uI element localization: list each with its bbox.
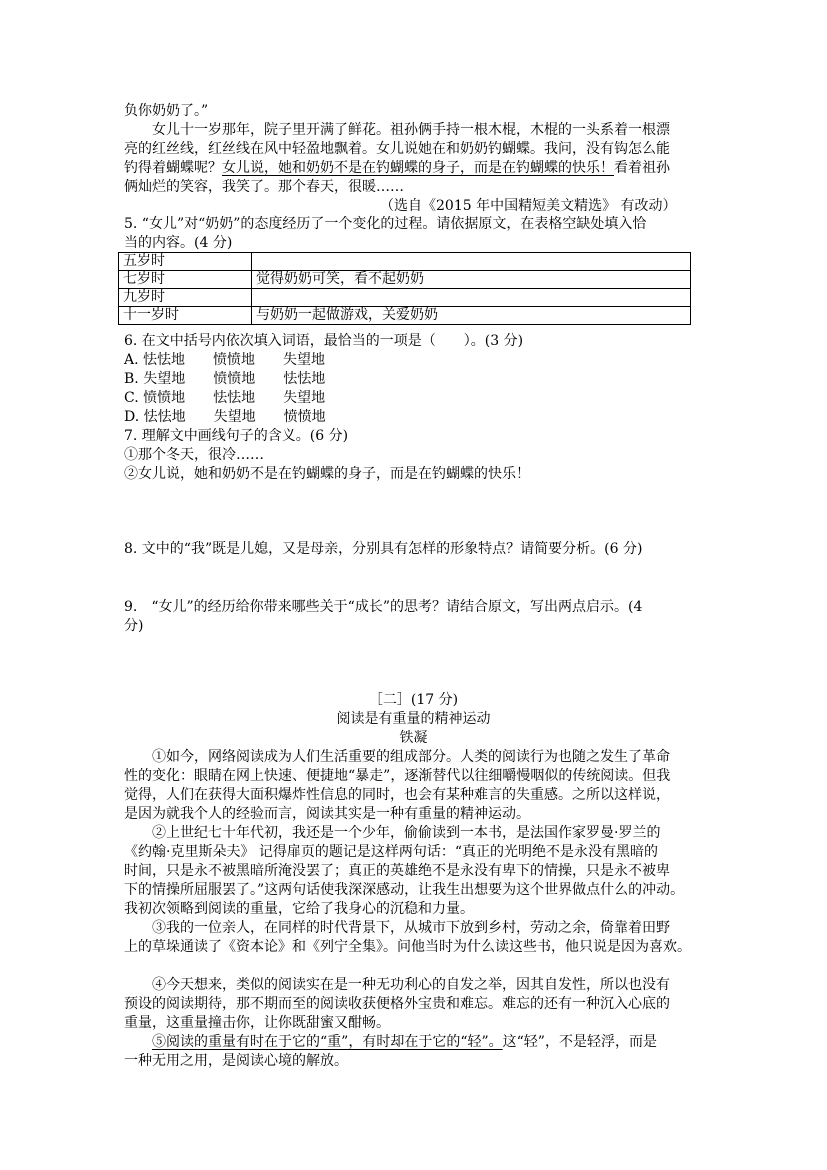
article-line: ⑤阅读的重量有时在于它的“重”，有时却在于它的“轻”。这“轻”，不是轻浮，而是 [152,1034,657,1050]
passage-line: 负你奶奶了。” [124,103,209,119]
table-row [119,307,691,325]
question-9-stem: 9. “女儿”的经历给你带来哪些关于“成长”的思考？请结合原文，写出两点启示。(4 [124,599,643,615]
article-line: ④今天想来，类似的阅读实在是一种无功利心的自发之举，因其自发性，所以也没有 [152,977,670,993]
option-b: B. 失望地 愤愤地 怯怯地 [124,371,326,387]
article-line: ①如今，网络阅读成为人们生活重要的组成部分。人类的阅读行为也随之发生了革命 [152,749,670,765]
article-line: 觉得，人们在获得大面积爆炸性信息的同时，也会有某种难言的失重感。之所以这样说， [124,787,670,803]
question-7-stem: 7. 理解文中画线句子的含义。(6 分) [124,428,349,444]
option-c: C. 愤愤地 怯怯地 失望地 [124,390,326,406]
article-line: 重量，这重量撞击你，让你既甜蜜又酣畅。 [124,1015,390,1031]
article-author: 铁凝 [399,730,428,746]
article-line: 性的变化：眼睛在网上快速、便捷地“暴走”，逐渐替代以往细嚼慢咽似的传统阅读。但我 [124,768,671,784]
table-cell-age: 九岁时 [119,289,252,307]
article-line: 上的草垛通读了《资本论》和《列宁全集》。问他当时为什么读这些书，他只说是因为喜欢。 [124,939,691,955]
question-5-stem: 5. “女儿”对“奶奶”的态度经历了一个变化的过程。请依据原文，在表格空缺处填入恰 [124,216,647,232]
table-cell-attitude: 与奶奶一起做游戏，关爱奶奶 [252,307,691,325]
passage-line: 俩灿烂的笑容，我笑了。那个春天，很暖…… [124,179,404,195]
underlined-sentence: ⑤阅读的重量有时在于它的“重”，有时却在于它的“轻”。 [152,1034,503,1050]
article-line: 下的情操所屈服罢了。”这两句话使我深深感动，让我生出想要为这个世界做点什么的冲动。 [124,882,685,898]
table-cell-age: 五岁时 [119,253,252,271]
article-line: 时间，只是永不被黑暗所淹没罢了；真正的英雄绝不是永没有卑下的情操，只是永不被卑 [124,863,670,879]
table-cell-age: 七岁时 [119,271,252,289]
question-6-stem: 6. 在文中括号内依次填入词语，最恰当的一项是（ ）。(3 分) [124,333,524,349]
option-a: A. 怯怯地 愤愤地 失望地 [124,352,326,368]
question-5-stem: 当的内容。(4 分) [124,235,233,251]
article-line: ②上世纪七十年代初，我还是一个少年，偷偷读到一本书，是法国作家罗曼·罗兰的 [152,825,661,841]
section-heading: ［二］(17 分) [368,692,459,708]
article-line: ③我的一位亲人，在同样的时代背景下，从城市下放到乡村，劳动之余，倚靠着田野 [152,920,670,936]
article-line: 是因为就我个人的经验而言，阅读其实是一种有重量的精神运动。 [124,806,530,822]
passage-line: 女儿十一岁那年，院子里开满了鲜花。祖孙俩手持一根木棍，木棍的一头系着一根漂 [152,122,670,138]
table-cell-blank[interactable] [252,253,691,271]
question-9-stem: 分) [124,618,144,634]
source-citation: （选自《2015 年中国精短美文精选》 有改动） [380,198,677,214]
table-row [119,271,691,289]
underlined-sentence: 女儿说，她和奶奶不是在钓蝴蝶的身子，而是在钓蝴蝶的快乐！ [222,160,614,176]
table-cell-attitude: 觉得奶奶可笑，看不起奶奶 [252,271,691,289]
article-line: 我初次领略到阅读的重量，它给了我身心的沉稳和力量。 [124,901,474,917]
option-d: D. 怯怯地 失望地 愤愤地 [124,409,326,425]
question-8-stem: 8. 文中的“我”既是儿媳，又是母亲，分别具有怎样的形象特点？请简要分析。(6 分) [124,541,643,557]
article-line: 一种无用之用，是阅读心境的解放。 [124,1053,348,1069]
passage-line: 钓得着蝴蝶呢？女儿说，她和奶奶不是在钓蝴蝶的身子，而是在钓蝴蝶的快乐！看着祖孙 [124,160,670,176]
article-line: 预设的阅读期待，那不期而至的阅读收获便格外宝贵和难忘。难忘的还有一种沉入心底的 [124,996,670,1012]
attitude-table [118,252,691,325]
table-row [119,253,691,271]
article-line: 《约翰·克里斯朵夫》 记得扉页的题记是这样两句话：“真正的光明绝不是永没有黑暗的 [124,844,659,860]
table-cell-age: 十一岁时 [119,307,252,325]
article-title: 阅读是有重量的精神运动 [336,711,491,727]
passage-line: 亮的红丝线，红丝线在风中轻盈地飘着。女儿说她在和奶奶钓蝴蝶。我问，没有钩怎么能 [124,141,670,157]
table-cell-blank[interactable] [252,289,691,307]
question-7-item: ①那个冬天，很冷…… [124,447,264,463]
question-7-item: ②女儿说，她和奶奶不是在钓蝴蝶的身子，而是在钓蝴蝶的快乐！ [124,466,530,482]
table-row [119,289,691,307]
